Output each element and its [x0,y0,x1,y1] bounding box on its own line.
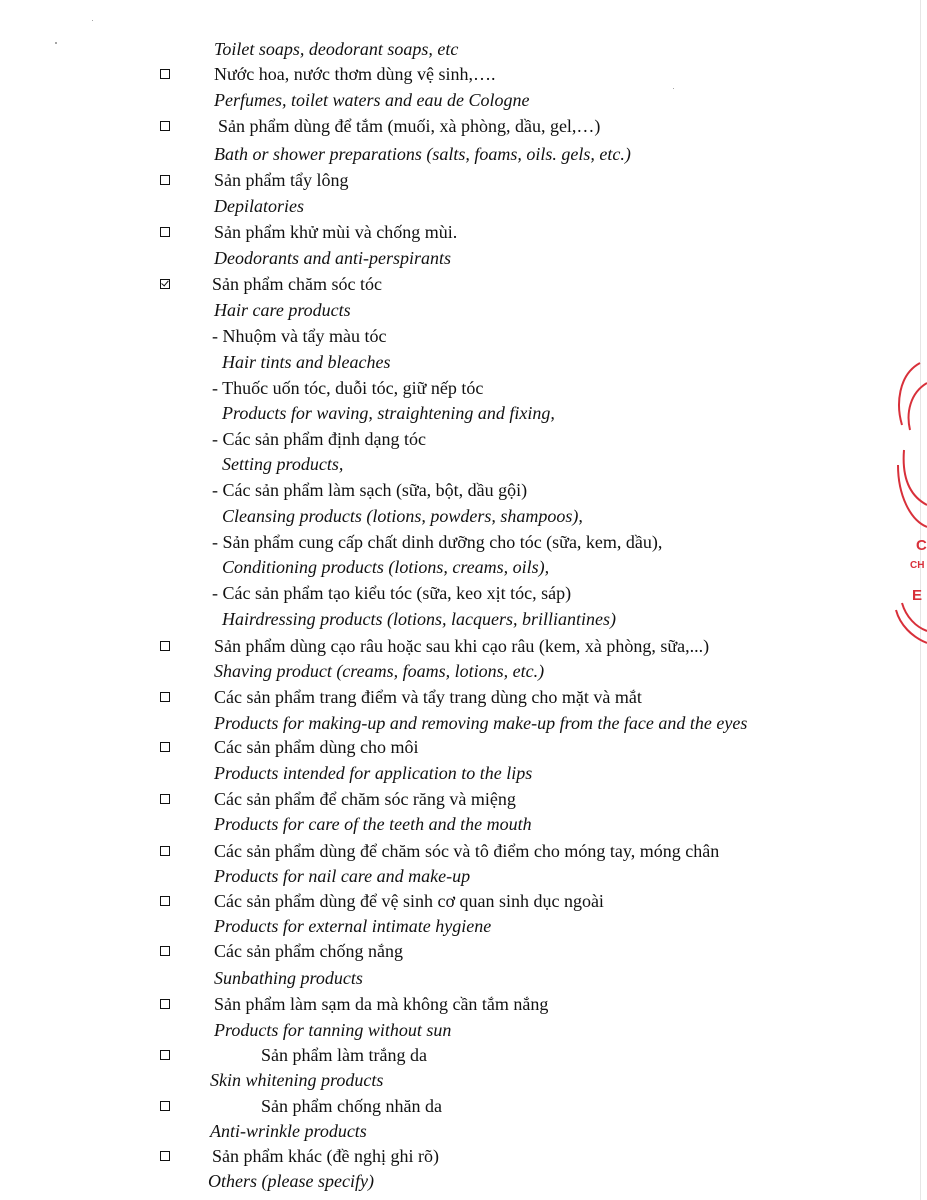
category-label-vi: Sản phẩm chăm sóc tóc [212,274,382,294]
checkbox[interactable] [160,1050,170,1060]
checkbox[interactable] [160,121,170,131]
category-label-vi: - Các sản phẩm định dạng tóc [212,429,426,449]
category-label-vi: Sản phẩm làm trắng da [261,1045,427,1065]
category-label-vi: Các sản phẩm trang điểm và tẩy trang dùng cho mặt và mắt [214,687,642,707]
category-label-en: Products for external intimate hygiene [214,916,492,936]
scan-speck [92,20,93,21]
scan-speck [673,88,674,89]
category-label-en: Sunbathing products [214,968,363,988]
category-label-vi: - Thuốc uốn tóc, duỗi tóc, giữ nếp tóc [212,378,484,398]
category-label-vi: Sản phẩm dùng để tắm (muối, xà phòng, dầu, gel,…) [218,116,601,136]
category-label-en: Hairdressing products (lotions, lacquers, brilliantines) [222,609,616,629]
category-label-vi: Sản phẩm tẩy lông [214,170,349,190]
category-label-en: Conditioning products (lotions, creams, oils), [222,557,550,577]
category-label-en: Others (please specify) [208,1171,374,1191]
svg-text:C: C [916,537,927,554]
category-label-en: Deodorants and anti-perspirants [214,248,452,268]
category-label-en: Products for making-up and removing make-up from the face and the eyes [214,713,748,733]
category-label-en: Hair care products [214,300,351,320]
seal-stamp [890,355,927,655]
category-label-en: Depilatories [214,196,304,216]
checkbox[interactable] [160,1151,170,1161]
checkbox[interactable] [160,946,170,956]
category-label-en: Products intended for application to the lips [214,763,533,783]
svg-text:CH: CH [910,560,925,571]
category-label-vi: Sản phẩm khử mùi và chống mùi. [214,222,458,242]
checkbox[interactable] [160,227,170,237]
category-label-vi: - Các sản phẩm tạo kiểu tóc (sữa, keo xịt tóc, sáp) [212,583,572,603]
checkbox[interactable] [160,641,170,651]
checkbox[interactable] [160,742,170,752]
category-label-en: Setting products, [222,454,344,474]
category-label-vi: Sản phẩm làm sạm da mà không cần tắm nắng [214,994,549,1014]
category-label-en: Cleansing products (lotions, powders, shampoos), [222,506,583,526]
category-label-vi: Các sản phẩm dùng cho môi [214,737,419,757]
category-label-en: Products for waving, straightening and fixing, [222,403,555,423]
category-label-en: Skin whitening products [210,1070,384,1090]
seal-stamp-icon [890,355,927,655]
scan-speck [55,42,57,44]
checkbox[interactable] [160,692,170,702]
checkbox[interactable] [160,896,170,906]
category-label-vi: Các sản phẩm dùng để vệ sinh cơ quan sinh dục ngoài [214,891,604,911]
category-label-vi: - Nhuộm và tẩy màu tóc [212,326,387,346]
checkbox[interactable] [160,175,170,185]
checkbox[interactable] [160,1101,170,1111]
svg-text:E: E [912,587,923,604]
category-label-en: Products for tanning without sun [214,1020,452,1040]
category-label-vi: Các sản phẩm dùng để chăm sóc và tô điểm cho móng tay, móng chân [214,841,720,861]
checkbox-checked[interactable] [160,279,170,289]
category-label-vi: - Sản phẩm cung cấp chất dinh dưỡng cho tóc (sữa, kem, dầu), [212,532,663,552]
category-label-en: Products for nail care and make-up [214,866,471,886]
category-label-vi: - Các sản phẩm làm sạch (sữa, bột, dầu gội) [212,480,528,500]
checkbox[interactable] [160,794,170,804]
category-label-en: Anti-wrinkle products [210,1121,367,1141]
category-label-en: Products for care of the teeth and the mouth [214,814,532,834]
checkbox[interactable] [160,69,170,79]
category-label-en: Hair tints and bleaches [222,352,391,372]
category-label-vi: Sản phẩm dùng cạo râu hoặc sau khi cạo râu (kem, xà phòng, sữa,...) [214,636,710,656]
category-label-en: Bath or shower preparations (salts, foams, oils. gels, etc.) [214,144,631,164]
category-label-vi: Các sản phẩm để chăm sóc răng và miệng [214,789,516,809]
category-label-vi: Sản phẩm khác (đề nghị ghi rõ) [212,1146,439,1166]
checkbox[interactable] [160,846,170,856]
category-label-vi: Nước hoa, nước thơm dùng vệ sinh,…. [214,64,496,84]
category-label-vi: Các sản phẩm chống nắng [214,941,403,961]
category-label-en: Shaving product (creams, foams, lotions, etc.) [214,661,545,681]
category-label-vi: Sản phẩm chống nhăn da [261,1096,442,1116]
category-label-en: Perfumes, toilet waters and eau de Cologne [214,90,530,110]
category-label-en: Toilet soaps, deodorant soaps, etc [214,39,459,59]
checkbox[interactable] [160,999,170,1009]
